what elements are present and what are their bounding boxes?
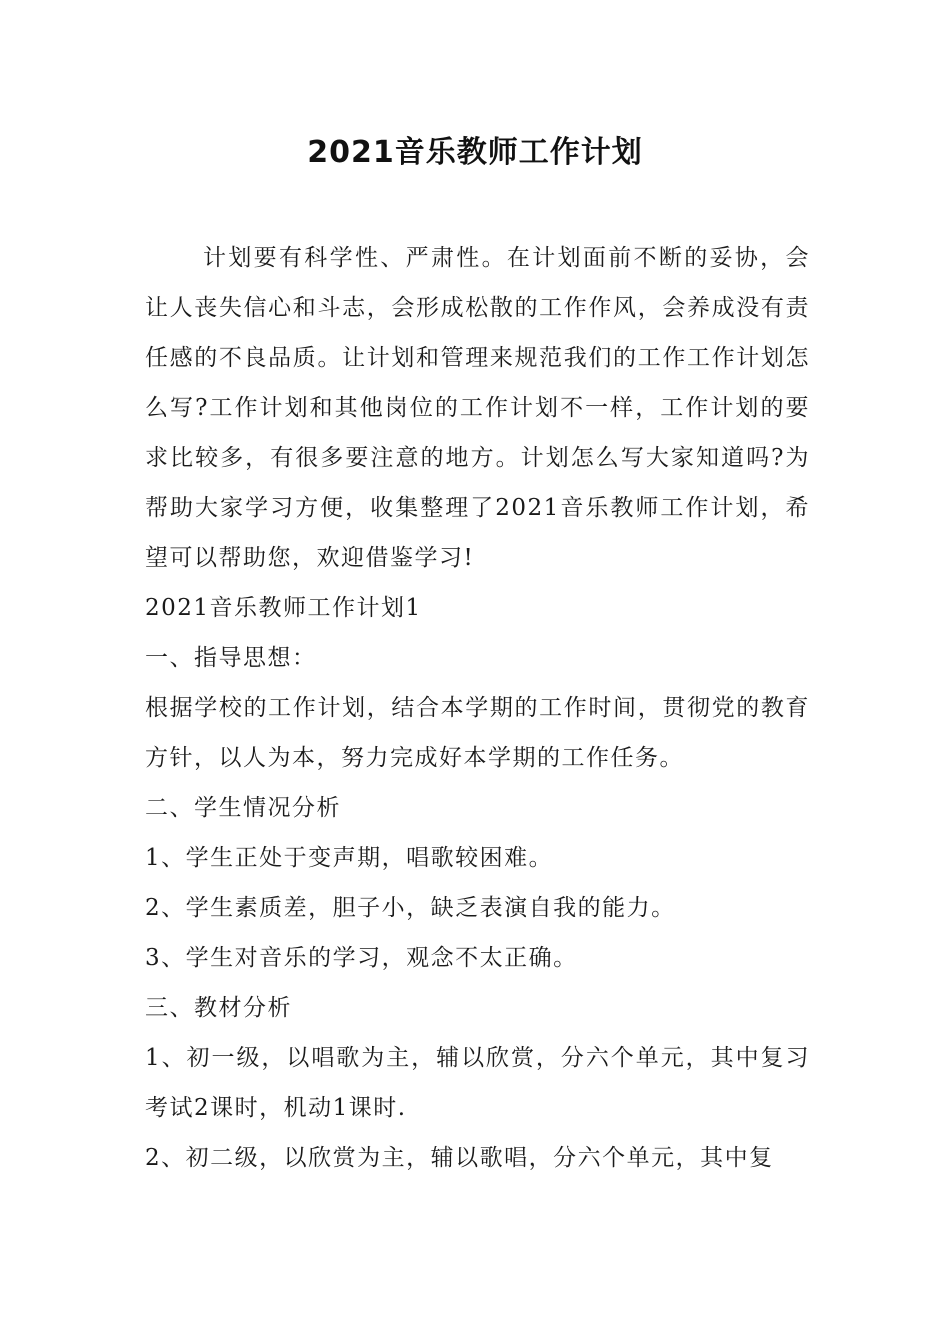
heading-guiding-ideology: 一、指导思想： xyxy=(145,645,317,671)
list-item: 3、学生对音乐的学习，观念不太正确。 xyxy=(145,945,578,971)
list-item: 1、学生正处于变声期，唱歌较困难。 xyxy=(145,845,554,871)
intro-paragraph: 计划要有科学性、严肃性。在计划面前不断的妥协，会让人丧失信心和斗志，会形成松散的工作作风，会养成没有责任感的不良品质。让计划和管理来规范我们的工作工作计划怎么写?工作计划和其他岗位的工作计划不一样，工作计划的要求比较多，有很多要注意的地方。计划怎么写大家知道吗?为帮助大家学习方便，收集整理了2021音乐教师工作计划，希望可以帮助您，欢迎借鉴学习! xyxy=(145,245,810,571)
list-item: 2、初二级，以欣赏为主，辅以歌唱，分六个单元，其中复 xyxy=(145,1145,774,1171)
paragraph-guiding-ideology: 根据学校的工作计划，结合本学期的工作时间，贯彻党的教育方针，以人为本，努力完成好本学期的工作任务。 xyxy=(145,695,810,771)
heading-student-analysis: 二、学生情况分析 xyxy=(145,795,341,821)
document-title: 2021音乐教师工作计划 xyxy=(307,135,643,170)
list-item: 2、学生素质差，胆子小，缺乏表演自我的能力。 xyxy=(145,895,676,921)
heading-textbook-analysis: 三、教材分析 xyxy=(145,995,292,1021)
list-item: 1、初一级，以唱歌为主，辅以欣赏，分六个单元，其中复习考试2课时，机动1课时. xyxy=(145,1045,810,1121)
section-title: 2021音乐教师工作计划1 xyxy=(145,595,422,621)
